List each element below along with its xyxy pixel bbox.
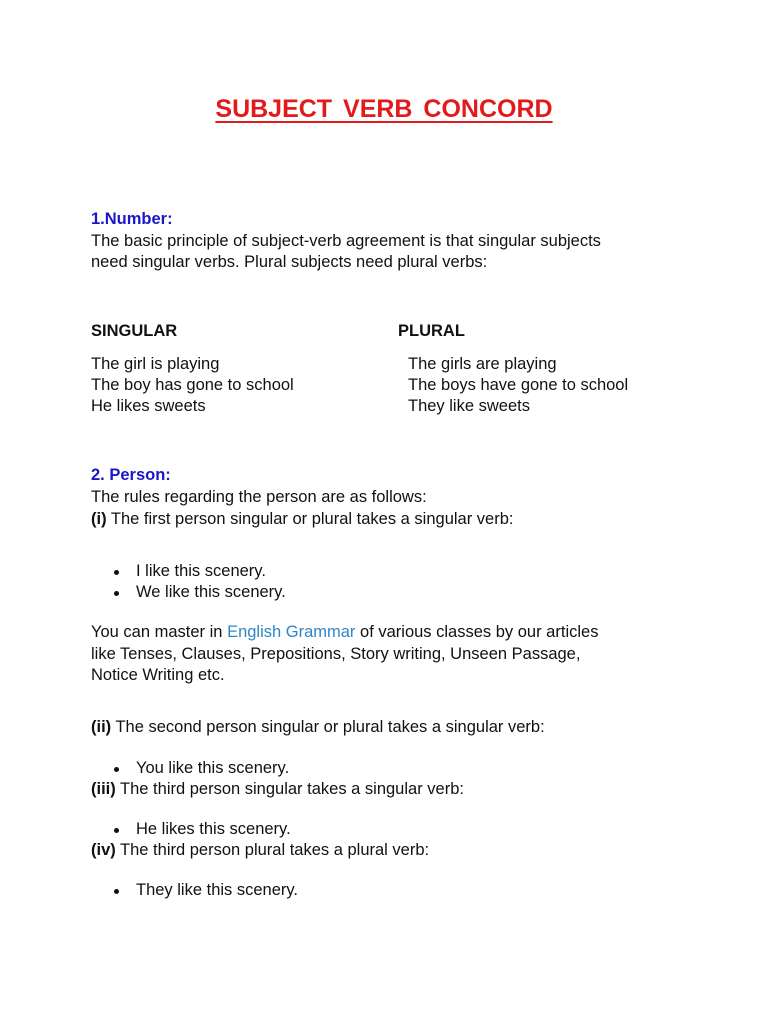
rule-marker: (iii) <box>91 780 116 798</box>
rule-text: The second person singular or plural takes a singular verb: <box>111 718 545 736</box>
singular-example: The girl is playing <box>91 355 220 373</box>
bullet-icon <box>114 570 119 575</box>
singular-example: He likes sweets <box>91 397 206 415</box>
person-intro: The rules regarding the person are as follows: <box>91 488 427 506</box>
promo-line-2: like Tenses, Clauses, Prepositions, Story writing, Unseen Passage, <box>91 645 581 663</box>
list-item: You like this scenery. <box>136 759 290 777</box>
promo-text: of various classes by our articles <box>355 623 599 641</box>
list-item: We like this scenery. <box>136 583 286 601</box>
section-heading-person: 2. Person: <box>91 466 171 484</box>
plural-example: The girls are playing <box>408 355 557 373</box>
list-item: I like this scenery. <box>136 562 266 580</box>
rule-4 <box>91 840 429 862</box>
rule-marker: (iv) <box>91 841 116 859</box>
rule-1 <box>91 509 513 531</box>
number-intro-line-1: The basic principle of subject-verb agreement is that singular subjects <box>91 232 601 250</box>
english-grammar-link[interactable]: English Grammar <box>227 623 356 641</box>
plural-column-header: PLURAL <box>398 322 465 340</box>
rule-marker: (i) <box>91 510 107 528</box>
bullet-icon <box>114 889 119 894</box>
promo-line-3: Notice Writing etc. <box>91 666 225 684</box>
rule-text: The third person plural takes a plural verb: <box>115 841 430 859</box>
rule-text: The first person singular or plural takes a singular verb: <box>106 510 514 528</box>
bullet-icon <box>114 767 119 772</box>
number-intro-line-2: need singular verbs. Plural subjects need plural verbs: <box>91 253 488 271</box>
promo-text: You can master in <box>91 623 228 641</box>
list-item: They like this scenery. <box>136 881 299 899</box>
bullet-icon <box>114 591 119 596</box>
list-item: He likes this scenery. <box>136 820 291 838</box>
bullet-icon <box>114 828 119 833</box>
plural-example: They like sweets <box>408 397 530 415</box>
section-heading-number: 1.Number: <box>91 210 173 228</box>
singular-column-header: SINGULAR <box>91 322 178 340</box>
rule-3 <box>91 779 464 801</box>
rule-2 <box>91 717 545 739</box>
promo-line-1 <box>91 622 598 644</box>
rule-text: The third person singular takes a singular verb: <box>115 780 464 798</box>
page-title: SUBJECT VERB CONCORD <box>215 95 553 123</box>
singular-example: The boy has gone to school <box>91 376 294 394</box>
plural-example: The boys have gone to school <box>408 376 629 394</box>
rule-marker: (ii) <box>91 718 112 736</box>
